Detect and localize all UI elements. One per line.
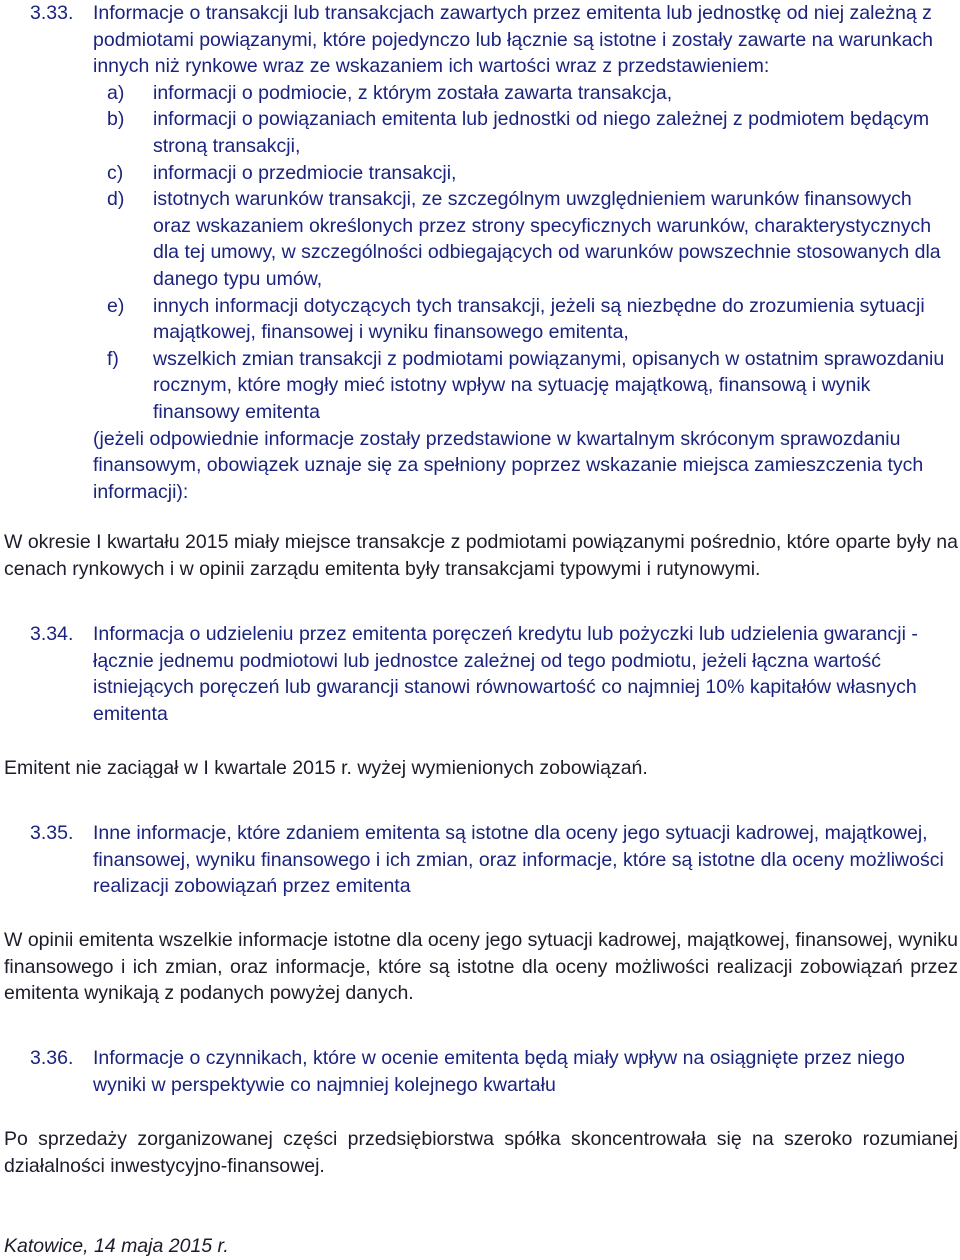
list-item-label: c) (107, 161, 124, 184)
list-item (93, 80, 948, 107)
section-number: 3.35. (30, 822, 74, 844)
list-item (93, 106, 948, 159)
list-item (93, 293, 948, 346)
place-and-date: Katowice, 14 maja 2015 r. (4, 1235, 229, 1257)
list-item-label: a) (107, 81, 125, 104)
section-3-35-body: W opinii emitenta wszelkie informacje istotne dla oceny jego sytuacji kadrowej, majątkowej, finansowej, wyniku finansowego i ich zmian, oraz informacje, które są istotne dla oceny możliwości realizacji zobowiązań przez emitenta wynikają z podanych powyżej danych. (4, 929, 958, 1005)
section-3-33-body: W okresie I kwartału 2015 miały miejsce transakcje z podmiotami powiązanymi pośrednio, które oparte były na cenach rynkowych i w opinii zarządu emitenta były transakcjami typowymi i rutynowymi. (4, 531, 958, 580)
section-number: 3.34. (30, 623, 74, 645)
section-3-36-heading (0, 1045, 960, 1098)
section-3-33-heading (0, 0, 960, 505)
section-3-34-heading (0, 621, 960, 727)
section-3-34-body: Emitent nie zaciągał w I kwartale 2015 r. wyżej wymienionych zobowiązań. (4, 757, 648, 779)
list-item-text: informacji o powiązaniach emitenta lub jednostki od niego zależnej z podmiotem będącym stroną transakcji, (153, 108, 930, 157)
list-item-label: b) (107, 108, 125, 131)
section-title: Informacje o czynnikach, które w ocenie emitenta będą miały wpływ na osiągnięte przez niego wyniki w perspektywie co najmniej kolejnego kwartału (93, 1047, 905, 1096)
list-item (93, 160, 948, 187)
list-item-label: e) (107, 294, 125, 317)
section-note: (jeżeli odpowiednie informacje zostały przedstawione w kwartalnym skróconym sprawozdaniu finansowym, obowiązek uznaje się za spełniony poprzez wskazanie miejsca zamieszczenia tych informacji): (93, 427, 924, 503)
list-item (93, 346, 948, 426)
list-item-text: informacji o przedmiocie transakcji, (153, 161, 457, 184)
section-title: Informacja o udzieleniu przez emitenta poręczeń kredytu lub pożyczki lub udzielenia gwarancji - łącznie jednemu podmiotowi lub jednostce zależnej od tego podmiotu, jeżeli łączna wartość istniejących poręczeń lub gwarancji stanowi równowartość co najmniej 10% kapitałów własnych emitenta (93, 623, 918, 725)
list-item (93, 186, 948, 292)
section-3-35-heading (0, 820, 960, 900)
section-title: Informacje o transakcji lub transakcjach zawartych przez emitenta lub jednostkę od niej zależną z podmiotami powiązanymi, które pojedynczo lub łącznie są istotne i zostały zawarte na warunkach innych niż rynkowe wraz ze wskazaniem ich wartości wraz z przedstawieniem: (93, 2, 934, 78)
list-item-label: d) (107, 188, 125, 211)
section-number: 3.36. (30, 1047, 74, 1069)
list-item-text: innych informacji dotyczących tych transakcji, jeżeli są niezbędne do zrozumienia sytuacji majątkowej, finansowej i wyniku finansowego emitenta, (153, 294, 925, 344)
list-item-text: istotnych warunków transakcji, ze szczególnym uwzględnieniem warunków finansowych oraz wskazaniem określonych przez strony specyficznych warunków, charakterystycznych dla tej umowy, w szczególności odbiegających od warunków powszechnie stosowanych dla danego typu umów, (153, 188, 941, 290)
requirements-list (93, 80, 948, 426)
list-item-label: f) (107, 347, 119, 370)
section-title: Inne informacje, które zdaniem emitenta są istotne dla oceny jego sytuacji kadrowej, majątkowej, finansowej, wyniku finansowego i ich zmian, oraz informacje, które są istotne dla oceny możliwości realizacji zobowiązań przez emitenta (93, 822, 944, 898)
list-item-text: wszelkich zmian transakcji z podmiotami powiązanymi, opisanych w ostatnim sprawozdaniu rocznym, które mogły mieć istotny wpływ na sytuację majątkową, finansową i wynik finansowy emitenta (153, 347, 945, 423)
list-item-text: informacji o podmiocie, z którym została zawarta transakcja, (153, 81, 673, 104)
section-3-36-body: Po sprzedaży zorganizowanej części przedsiębiorstwa spółka skoncentrowała się na szeroko rozumianej działalności inwestycyjno-finansowej. (4, 1128, 958, 1177)
section-number: 3.33. (30, 2, 74, 24)
